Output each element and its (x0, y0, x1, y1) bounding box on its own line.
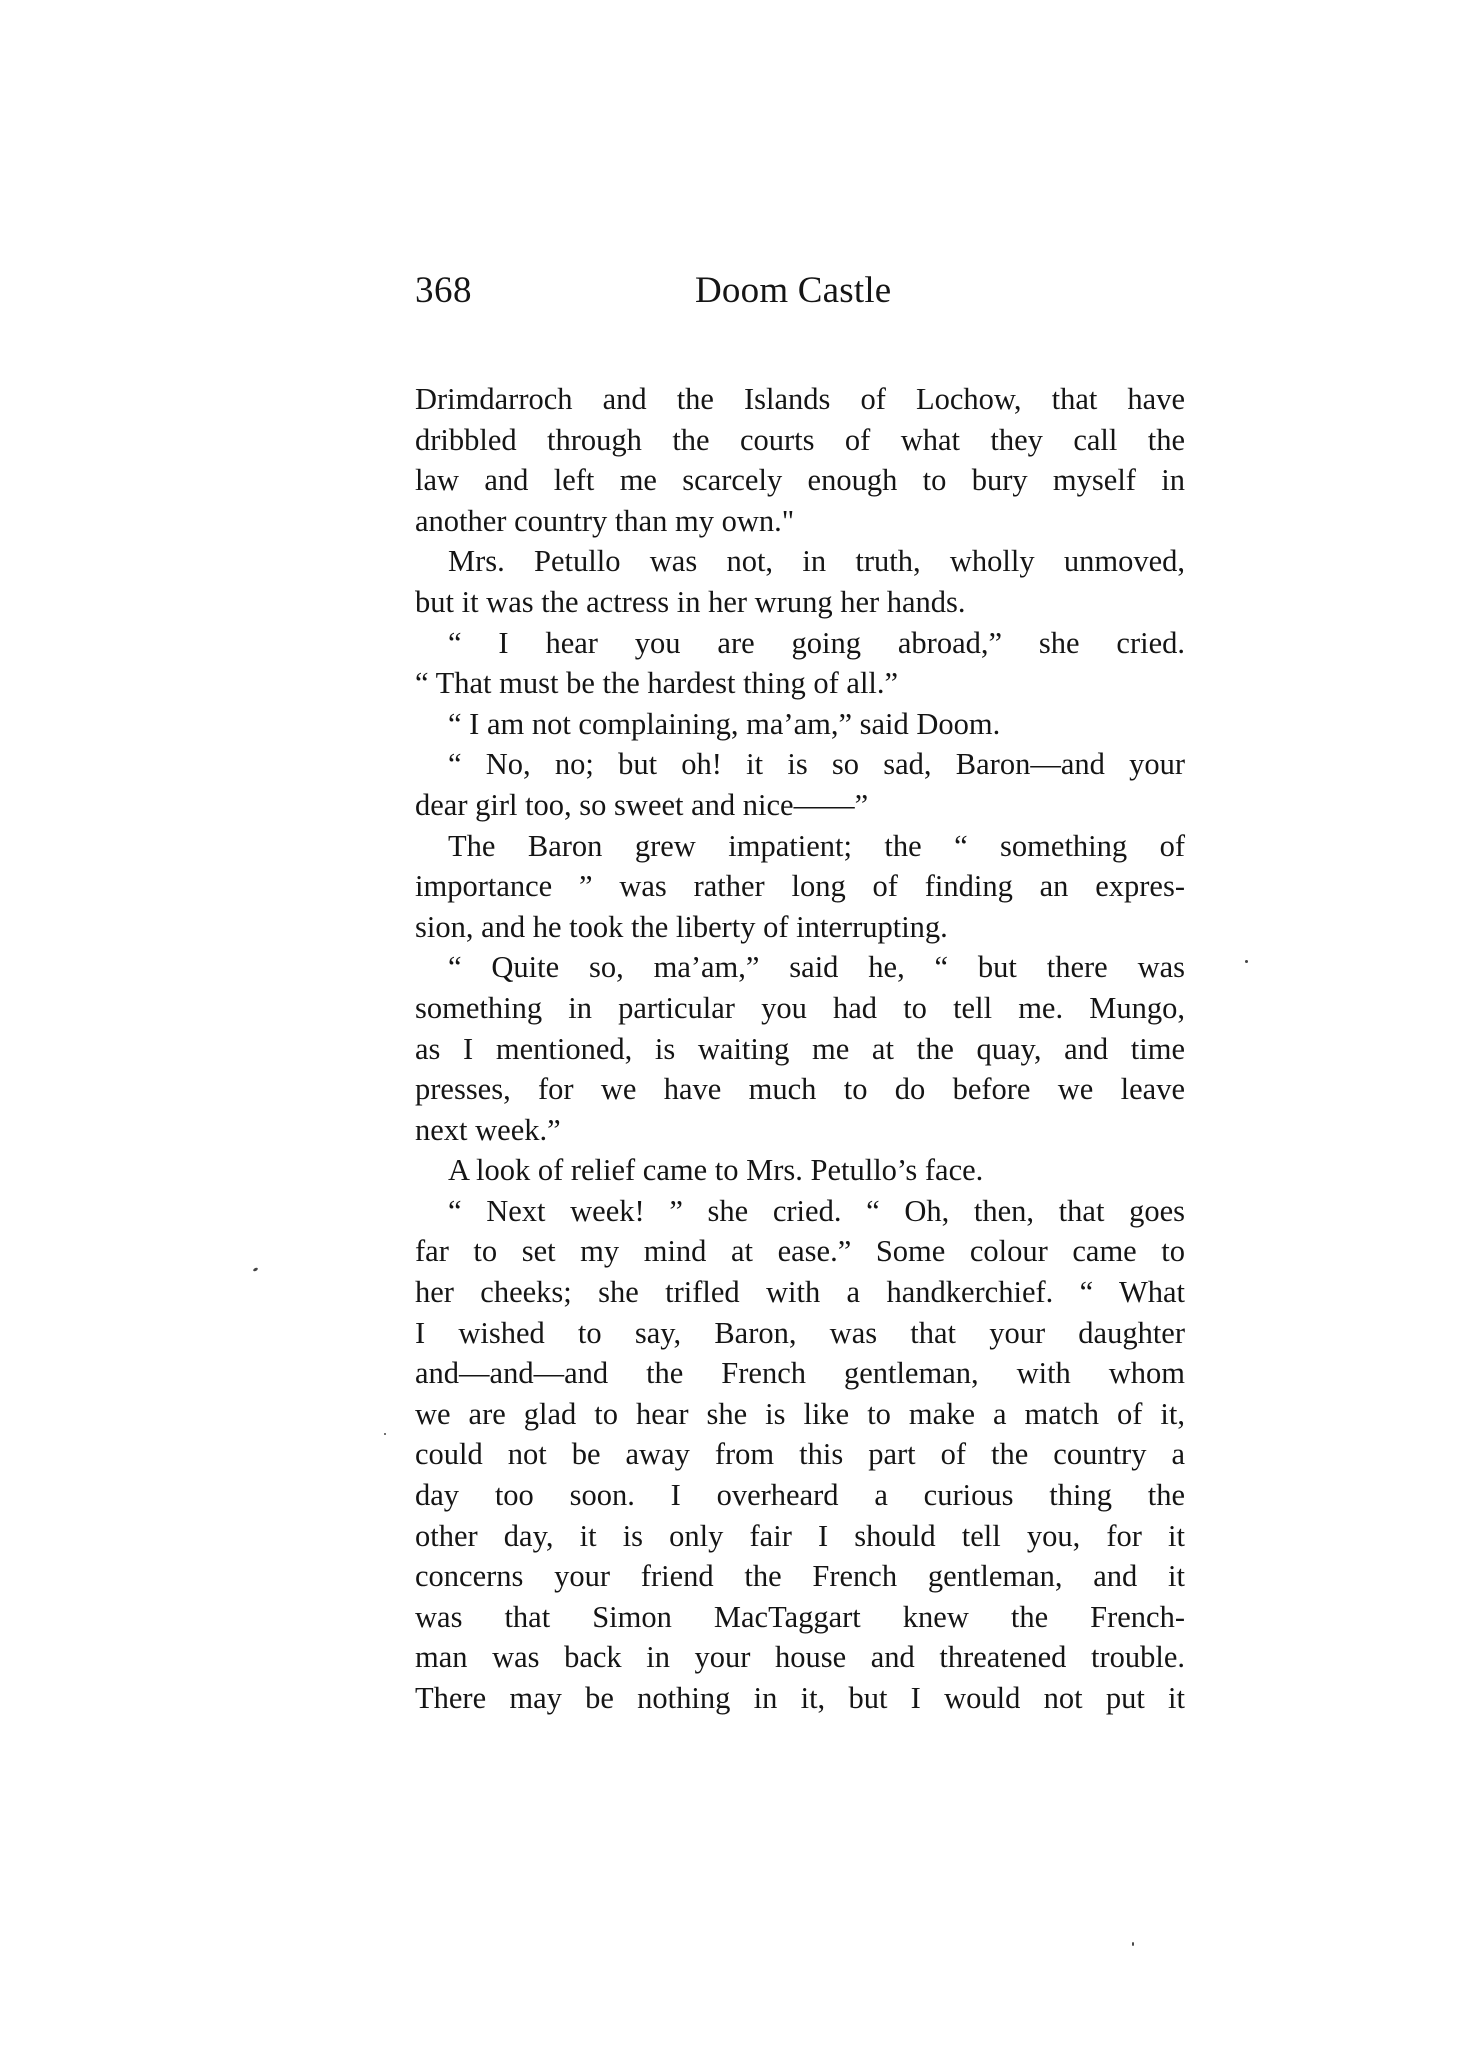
text-line: other day, it is only fair I should tell you, for it (415, 1518, 1185, 1553)
text-line: “ Quite so, ma’am,” said he, “ but there was (448, 950, 1185, 985)
text-line: but it was the actress in her wrung her hands. (415, 584, 966, 619)
scan-speck (1132, 1942, 1134, 1946)
text-line: her cheeks; she trifled with a handkerchief. “ What (415, 1275, 1185, 1310)
running-title: Doom Castle (695, 270, 892, 311)
text-line: “ I am not complaining, ma’am,” said Doom. (448, 706, 1001, 741)
scan-speck (253, 1267, 259, 1272)
text-line: “ Next week! ” she cried. “ Oh, then, that goes (448, 1193, 1185, 1228)
text-line: law and left me scarcely enough to bury myself in (415, 463, 1185, 498)
text-line: was that Simon MacTaggart knew the French- (415, 1599, 1185, 1634)
text-line: something in particular you had to tell me. Mungo, (415, 990, 1185, 1025)
text-line: “ That must be the hardest thing of all.” (415, 666, 899, 701)
scan-speck (384, 1433, 386, 1435)
text-line: importance ” was rather long of finding an expres- (415, 869, 1185, 904)
text-line: dear girl too, so sweet and nice——” (415, 787, 869, 822)
text-line: far to set my mind at ease.” Some colour came to (415, 1234, 1185, 1269)
text-line: man was back in your house and threatened trouble. (415, 1640, 1185, 1675)
text-line: next week.” (415, 1112, 561, 1147)
text-line: Mrs. Petullo was not, in truth, wholly unmoved, (448, 544, 1185, 579)
scan-speck (1245, 960, 1248, 963)
running-head (415, 266, 1185, 316)
text-line: concerns your friend the French gentleman, and it (415, 1559, 1185, 1594)
text-line: A look of relief came to Mrs. Petullo’s face. (448, 1153, 984, 1188)
text-line: another country than my own." (415, 503, 795, 538)
text-line: dribbled through the courts of what they call the (415, 422, 1185, 457)
text-line: we are glad to hear she is like to make a match of it, (415, 1396, 1185, 1431)
text-line: day too soon. I overheard a curious thing the (415, 1478, 1185, 1513)
body-text (415, 379, 1185, 1719)
text-line: Drimdarroch and the Islands of Lochow, that have (415, 382, 1185, 416)
text-line: sion, and he took the liberty of interrupting. (415, 909, 948, 944)
text-line: “ No, no; but oh! it is so sad, Baron—and your (448, 747, 1185, 782)
text-line: as I mentioned, is waiting me at the quay, and time (415, 1031, 1185, 1066)
text-line: There may be nothing in it, but I would not put it (415, 1681, 1185, 1715)
text-line: could not be away from this part of the country a (415, 1437, 1185, 1472)
text-line: The Baron grew impatient; the “ something of (448, 828, 1185, 863)
text-line: “ I hear you are going abroad,” she cried. (448, 625, 1185, 660)
text-line: presses, for we have much to do before we leave (415, 1072, 1185, 1107)
page-number: 368 (415, 270, 472, 311)
text-line: I wished to say, Baron, was that your daughter (415, 1315, 1185, 1350)
text-line: and—and—and the French gentleman, with whom (415, 1356, 1185, 1391)
